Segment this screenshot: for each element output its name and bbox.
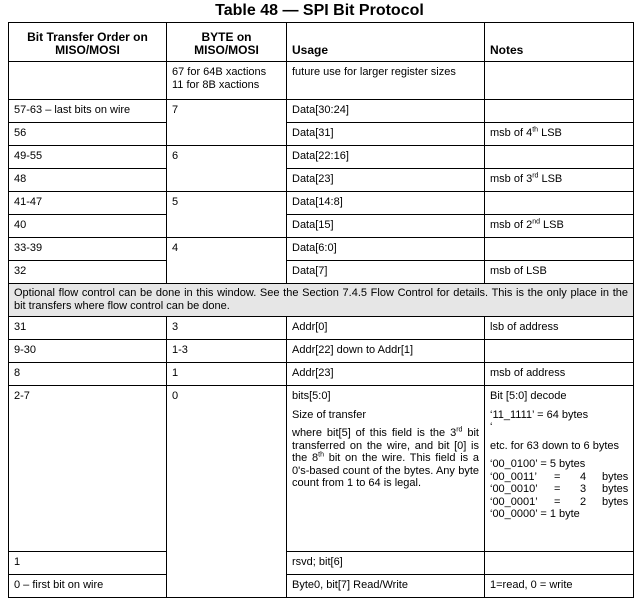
notes-tick: ‘ (490, 421, 493, 433)
note-sup: th (532, 126, 539, 134)
cell-notes: msb of address (485, 363, 634, 386)
note-text: msb of 2 (490, 219, 533, 231)
cell-order: 1 (9, 552, 167, 575)
cell-usage: rsvd; bit[6] (287, 552, 485, 575)
desc-text: bit transferred on the wire, and bit [0] is the 8 (292, 427, 479, 464)
desc-sup: rd (456, 426, 463, 434)
cell-order: 2-7 (9, 386, 167, 552)
table-row (9, 238, 634, 261)
byte-8b: 11 for 8B xactions (172, 78, 260, 91)
cell-usage: Data[22:16] (287, 146, 485, 169)
grid-eq: = (554, 495, 561, 508)
cell-notes (485, 340, 634, 363)
cell-order: 40 (9, 215, 167, 238)
cell-usage: Addr[0] (287, 317, 485, 340)
cell-notes (485, 100, 634, 123)
desc-sup: th (318, 451, 324, 459)
header-byte: BYTE on MISO/MOSI (167, 23, 287, 62)
table-row (9, 192, 634, 215)
cell-notes (485, 215, 634, 238)
cell-usage: Addr[23] (287, 363, 485, 386)
cell-byte: 3 (167, 317, 287, 340)
table-row (9, 146, 634, 169)
cell-notes (485, 169, 634, 192)
notes-1: ‘00_0000’ = 1 byte (490, 508, 580, 520)
spi-bit-protocol-table (8, 22, 634, 598)
grid-code: ‘00_0010’ (490, 483, 538, 495)
note-text: msb of 3 (490, 173, 533, 185)
cell-notes (485, 386, 634, 552)
table-row (9, 169, 634, 192)
header-order: Bit Transfer Order on MISO/MOSI (9, 23, 167, 62)
table-row (9, 317, 634, 340)
grid-unit: bytes (602, 495, 629, 508)
cell-order: 57-63 – last bits on wire (9, 100, 167, 123)
note-text: LSB (539, 219, 564, 231)
cell-order: 8 (9, 363, 167, 386)
desc-text: where bit[5] of this field is the 3 (292, 427, 457, 439)
cell-order: 49-55 (9, 146, 167, 169)
cell-byte: 0 (167, 386, 287, 598)
grid-code: ‘00_0011’ (490, 470, 537, 483)
note-sup: rd (532, 172, 539, 180)
table-row (9, 363, 634, 386)
table-row (9, 100, 634, 123)
cell-usage: Byte0, bit[7] Read/Write (287, 575, 485, 598)
usage-description (292, 427, 479, 490)
cell-order: 0 – first bit on wire (9, 575, 167, 598)
cell-notes (485, 192, 634, 215)
cell-order: 56 (9, 123, 167, 146)
cell-byte: 6 (167, 146, 287, 192)
header-notes: Notes (485, 23, 634, 62)
cell-usage: Data[31] (287, 123, 485, 146)
note-sup: nd (532, 218, 540, 226)
grid-unit: bytes (602, 483, 629, 495)
usage-size: Size of transfer (292, 408, 366, 421)
cell-notes (485, 62, 634, 100)
note-text: LSB (538, 173, 563, 185)
cell-notes (485, 552, 634, 575)
cell-usage: Data[14:8] (287, 192, 485, 215)
desc-text: bit on the wire. This field is a 0's-based count of the bytes. Any byte count from 1 to 64 is legal. (292, 452, 479, 489)
table-row (9, 340, 634, 363)
notes-5: ‘00_0100’ = 5 bytes (490, 458, 586, 470)
grid-code: ‘00_0001’ (490, 495, 538, 508)
cell-order: 41-47 (9, 192, 167, 215)
cell-usage: Data[7] (287, 261, 485, 284)
header-row (9, 23, 634, 62)
byte-64b: 67 for 64B xactions (172, 66, 267, 78)
cell-byte: 7 (167, 100, 287, 146)
grid-eq: = (554, 483, 561, 495)
cell-notes: lsb of address (485, 317, 634, 340)
cell-usage: future use for larger register sizes (287, 62, 485, 100)
grid-num: 2 (579, 495, 587, 508)
cell-byte: 5 (167, 192, 287, 238)
table-row (9, 123, 634, 146)
usage-bits: bits[5:0] (292, 390, 331, 402)
notes-decode: Bit [5:0] decode (490, 390, 567, 402)
header-usage: Usage (287, 23, 485, 62)
cell-order: 33-39 (9, 238, 167, 261)
flow-control-note: Optional flow control can be done in this window. See the Section 7.4.5 Flow Control for details. This is the only place in the bit transfers where flow control can be done. (9, 284, 634, 317)
grid-num: 3 (579, 483, 587, 495)
table-row (9, 261, 634, 284)
cell-order: 9-30 (9, 340, 167, 363)
grid-eq: = (554, 470, 561, 483)
table-row (9, 552, 634, 575)
notes-64: ‘11_1111’ = 64 bytes (490, 408, 589, 421)
cell-order: 32 (9, 261, 167, 284)
cell-byte: 4 (167, 238, 287, 284)
cell-byte: 1-3 (167, 340, 287, 363)
cell-usage: Addr[22] down to Addr[1] (287, 340, 485, 363)
cell-usage: Data[23] (287, 169, 485, 192)
cell-notes: 1=read, 0 = write (485, 575, 634, 598)
table-row (9, 62, 634, 100)
cell-usage: Data[30:24] (287, 100, 485, 123)
cell-notes (485, 146, 634, 169)
grid-unit: bytes (602, 470, 629, 483)
flow-control-row (9, 284, 634, 317)
cell-byte: 1 (167, 363, 287, 386)
grid-num: 4 (579, 470, 587, 483)
table-row (9, 575, 634, 598)
cell-usage (287, 386, 485, 552)
note-text: LSB (538, 127, 562, 139)
cell-usage: Data[15] (287, 215, 485, 238)
cell-order: 48 (9, 169, 167, 192)
cell-order: 31 (9, 317, 167, 340)
cell-notes: msb of LSB (485, 261, 634, 284)
cell-notes (485, 238, 634, 261)
cell-byte (167, 62, 287, 100)
table-title: Table 48 — SPI Bit Protocol (215, 2, 424, 19)
notes-etc: etc. for 63 down to 6 bytes (490, 439, 620, 452)
cell-order (9, 62, 167, 100)
table-row (9, 386, 634, 552)
table-row (9, 215, 634, 238)
notes-grid (490, 471, 628, 509)
cell-usage: Data[6:0] (287, 238, 485, 261)
note-text: msb of 4 (490, 127, 533, 139)
cell-notes (485, 123, 634, 146)
